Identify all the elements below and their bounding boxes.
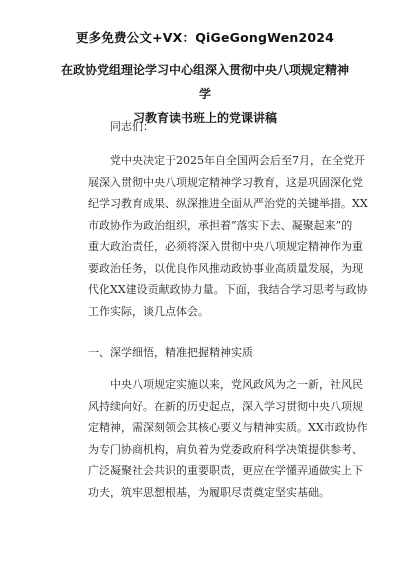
paragraph-line: 定精神，需深刻领会其核心要义与精神实质。XX市政协作 bbox=[88, 421, 368, 434]
paragraph-line: 广泛凝聚社会共识的重要职责，更应在学懂弄通做实上下 bbox=[88, 464, 363, 477]
paragraph-line: 市政协作为政治组织，承担着“落实下去、凝聚起来”的 bbox=[88, 218, 353, 232]
paragraph-section1 bbox=[88, 374, 368, 503]
paragraph-line: 纪学习教育成果、纵深推进全面从严治党的关键举措。XX bbox=[88, 197, 368, 210]
title-line: 在政协党组理论学习中心组深入贯彻中央八项规定精神学 bbox=[60, 63, 349, 101]
paragraph-line: 为专门协商机构，肩负着为党委政府科学决策提供参考、 bbox=[88, 442, 363, 456]
paragraph-intro bbox=[88, 150, 368, 322]
salutation: 同志们： bbox=[110, 120, 154, 133]
paragraph-line: 风持续向好。在新的历史起点，深入学习贯彻中央八项规 bbox=[88, 399, 363, 413]
section-heading: 一、深学细悟，精准把握精神实质 bbox=[88, 346, 253, 359]
paragraph-line: 重大政治责任，必须将深入贯彻中央八项规定精神作为重 bbox=[88, 240, 363, 253]
paragraph-line: 中央八项规定实施以来，党风政风为之一新，社风民 bbox=[110, 378, 363, 391]
paragraph-line: 要政治任务，以优良作风推动政协事业高质量发展，为现 bbox=[88, 261, 363, 275]
paragraph-line: 展深入贯彻中央八项规定精神学习教育，这是巩固深化党 bbox=[88, 175, 363, 189]
paragraph-line: 功夫，筑牢思想根基，为履职尽责奠定坚实基础。 bbox=[88, 485, 330, 499]
header-banner: 更多免费公文+VX：QiGeGongWen2024 bbox=[75, 30, 335, 45]
paragraph-line: 党中央决定于2025年自全国两会后至7月，在全党开 bbox=[110, 154, 365, 167]
paragraph-line: 代化XX建设贡献政协力量。下面，我结合学习思考与政协 bbox=[88, 283, 368, 296]
title-line: 习教育读书班上的党课讲稿 bbox=[132, 111, 277, 125]
paragraph-line: 工作实际，谈几点体会。 bbox=[88, 304, 209, 318]
